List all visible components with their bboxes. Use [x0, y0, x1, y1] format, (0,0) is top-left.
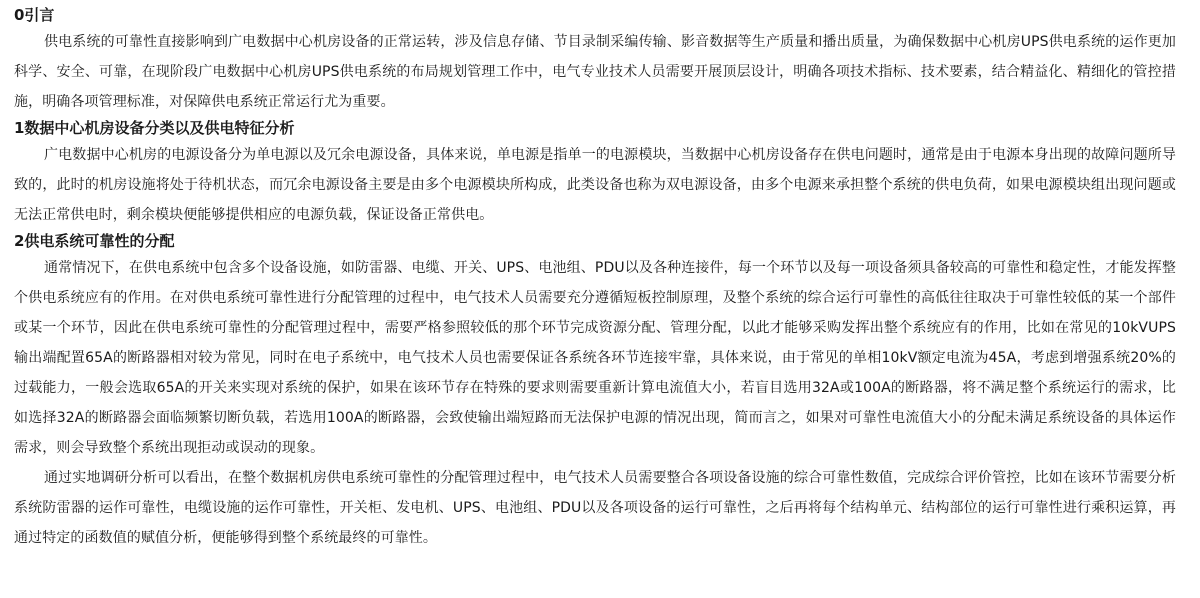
paragraph-section-1: 广电数据中心机房的电源设备分为单电源以及冗余电源设备，具体来说，单电源是指单一的电源模块，当数据中心机房设备存在供电问题时，通常是由于电源本身出现的故障问题所导致的，此时的机房设施将处于待机状态，而冗余电源设备主要是由多个电源模块所构成，此类设备也称为双电源设备，由多个电源来承担整个系统的供电负荷，如果电源模块组出现问题或无法正常供电时，剩余模块便能够提供相应的电源负载，保证设备正常供电。 — [14, 147, 1176, 223]
section-heading-2: 2供电系统可靠性的分配 — [14, 232, 175, 250]
section-heading-intro: 0引言 — [14, 6, 55, 24]
paragraph-intro: 供电系统的可靠性直接影响到广电数据中心机房设备的正常运转，涉及信息存储、节目录制采编传输、影音数据等生产质量和播出质量，为确保数据中心机房UPS供电系统的运作更加科学、安全、可靠，在现阶段广电数据中心机房UPS供电系统的布局规划管理工作中，电气专业技术人员需要开展顶层设计，明确各项技术指标、技术要素，结合精益化、精细化的管控措施，明确各项管理标准，对保障供电系统正常运行尤为重要。 — [14, 34, 1176, 110]
paragraph-section-2b: 通过实地调研分析可以看出，在整个数据机房供电系统可靠性的分配管理过程中，电气技术人员需要整合各项设备设施的综合可靠性数值，完成综合评价管控，比如在该环节需要分析系统防雷器的运作可靠性，电缆设施的运作可靠性，开关柜、发电机、UPS、电池组、PDU以及各项设备的运行可靠性，之后再将每个结构单元、结构部位的运行可靠性进行乘积运算，再通过特定的函数值的赋值分析，便能够得到整个系统最终的可靠性。 — [14, 470, 1176, 546]
section-heading-1: 1数据中心机房设备分类以及供电特征分析 — [14, 119, 295, 137]
paragraph-section-2a: 通常情况下，在供电系统中包含多个设备设施，如防雷器、电缆、开关、UPS、电池组、PDU以及各种连接件，每一个环节以及每一项设备须具备较高的可靠性和稳定性，才能发挥整个供电系统应有的作用。在对供电系统可靠性进行分配管理的过程中，电气技术人员需要充分遵循短板控制原理，及整个系统的综合运行可靠性的高低往往取决于可靠性较低的某一个部件或某一个环节，因此在供电系统可靠性的分配管理过程中，需要严格参照较低的那个环节完成资源分配、管理分配，以此才能够采购发挥出整个系统应有的作用，比如在常见的10kVUPS输出端配置65A的断路器相对较为常见，同时在电子系统中，电气技术人员也需要保证各系统各环节连接牢靠，具体来说，由于常见的单相10kV额定电流为45A，考虑到增强系统20%的过载能力，一般会选取65A的开关来实现对系统的保护，如果在该环节存在特殊的要求则需要重新计算电流值大小，若盲目选用32A或100A的断路器，将不满足整个系统运行的需求，比如选择32A的断路器会面临频繁切断负载，若选用100A的断路器，会致使输出端短路而无法保护电源的情况出现，简而言之，如果对可靠性电流值大小的分配未满足系统设备的具体运作需求，则会导致整个系统出现拒动或误动的现象。 — [14, 260, 1176, 456]
